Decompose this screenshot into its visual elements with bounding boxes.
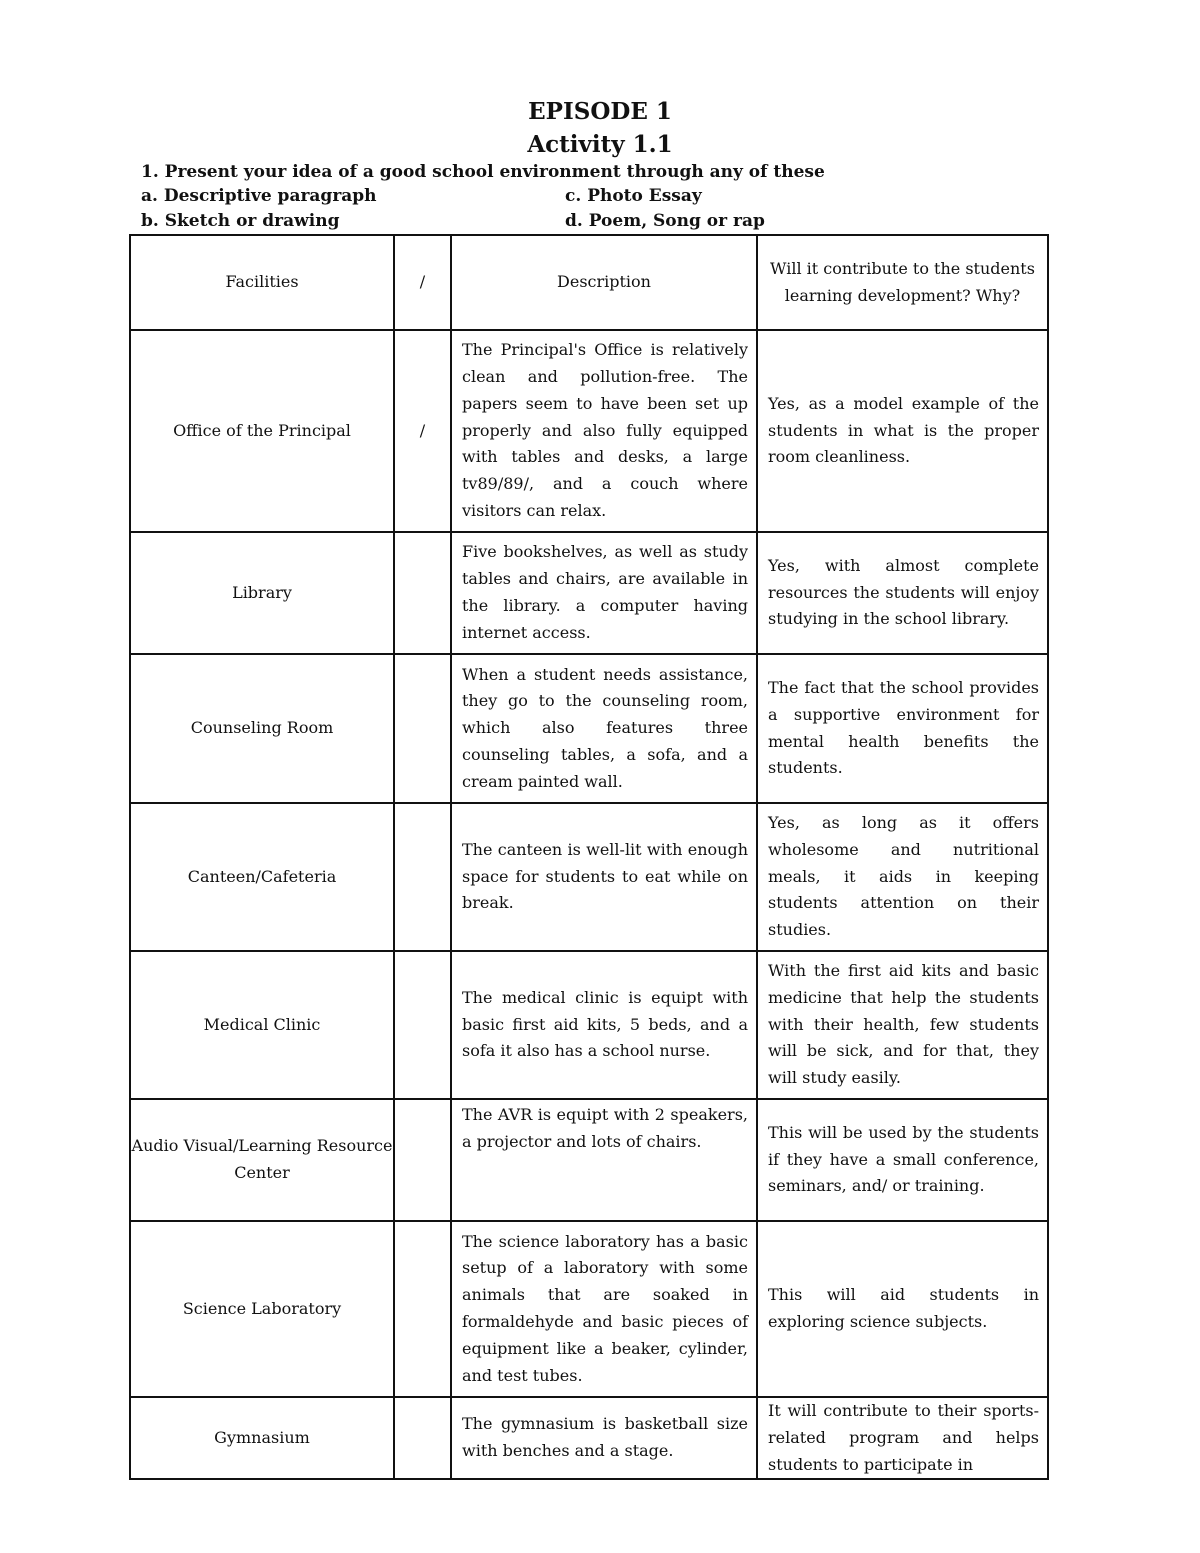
contribution-cell: Yes, with almost complete resources the students will enjoy studying in the school library.	[757, 532, 1048, 654]
description-cell: The gymnasium is basketball size with benches and a stage.	[451, 1397, 757, 1479]
episode-title: EPISODE 1	[528, 98, 672, 125]
contribution-cell: This will be used by the students if they have a small conference, seminars, and/ or training.	[757, 1099, 1048, 1221]
table-row	[130, 532, 1048, 654]
contribution-cell: The fact that the school provides a supportive environment for mental health benefits the students.	[757, 654, 1048, 803]
instruction-text: 1. Present your idea of a good school environment through any of these	[141, 162, 825, 182]
facility-cell: Library	[130, 532, 394, 654]
check-cell	[394, 1397, 451, 1479]
table-header-row	[130, 235, 1048, 330]
option-b: b. Sketch or drawing	[141, 211, 340, 231]
header-facilities: Facilities	[130, 235, 394, 330]
check-cell: /	[394, 330, 451, 532]
description-cell: The Principal's Office is relatively clean and pollution-free. The papers seem to have been set up properly and also fully equipped with tables and desks, a large tv89/89/, and a couch where visitors can relax.	[451, 330, 757, 532]
facility-cell: Science Laboratory	[130, 1221, 394, 1397]
description-cell: The AVR is equipt with 2 speakers, a projector and lots of chairs.	[451, 1099, 757, 1221]
check-cell	[394, 1221, 451, 1397]
table-row	[130, 654, 1048, 803]
check-cell	[394, 951, 451, 1099]
facility-cell: Gymnasium	[130, 1397, 394, 1479]
header-description: Description	[451, 235, 757, 330]
header-contribution: Will it contribute to the students learning development? Why?	[757, 235, 1048, 330]
check-cell	[394, 532, 451, 654]
option-c: c. Photo Essay	[565, 186, 702, 206]
contribution-cell: With the first aid kits and basic medicine that help the students with their health, few students will be sick, and for that, they will study easily.	[757, 951, 1048, 1099]
table-row	[130, 330, 1048, 532]
description-cell: The canteen is well-lit with enough space for students to eat while on break.	[451, 803, 757, 951]
facility-cell: Canteen/Cafeteria	[130, 803, 394, 951]
activity-title: Activity 1.1	[527, 131, 673, 158]
description-cell: The medical clinic is equipt with basic first aid kits, 5 beds, and a sofa it also has a school nurse.	[451, 951, 757, 1099]
table-row	[130, 951, 1048, 1099]
description-cell: The science laboratory has a basic setup of a laboratory with some animals that are soaked in formaldehyde and basic pieces of equipment like a beaker, cylinder, and test tubes.	[451, 1221, 757, 1397]
facility-cell: Medical Clinic	[130, 951, 394, 1099]
contribution-cell: Yes, as a model example of the students in what is the proper room cleanliness.	[757, 330, 1048, 532]
option-a: a. Descriptive paragraph	[141, 186, 377, 206]
table-row	[130, 803, 1048, 951]
table-row	[130, 1397, 1048, 1479]
contribution-cell: Yes, as long as it offers wholesome and nutritional meals, it aids in keeping students attention on their studies.	[757, 803, 1048, 951]
table-row	[130, 1221, 1048, 1397]
facilities-table	[129, 234, 1049, 1480]
check-cell	[394, 1099, 451, 1221]
option-d: d. Poem, Song or rap	[565, 211, 765, 231]
description-cell: Five bookshelves, as well as study tables and chairs, are available in the library. a computer having internet access.	[451, 532, 757, 654]
check-cell	[394, 803, 451, 951]
header-check: /	[394, 235, 451, 330]
facility-cell: Audio Visual/Learning Resource Center	[130, 1099, 394, 1221]
facility-cell: Counseling Room	[130, 654, 394, 803]
description-cell: When a student needs assistance, they go to the counseling room, which also features three counseling tables, a sofa, and a cream painted wall.	[451, 654, 757, 803]
contribution-cell: It will contribute to their sports-related program and helps students to participate in	[757, 1397, 1048, 1479]
check-cell	[394, 654, 451, 803]
facility-cell: Office of the Principal	[130, 330, 394, 532]
table-row	[130, 1099, 1048, 1221]
contribution-cell: This will aid students in exploring science subjects.	[757, 1221, 1048, 1397]
